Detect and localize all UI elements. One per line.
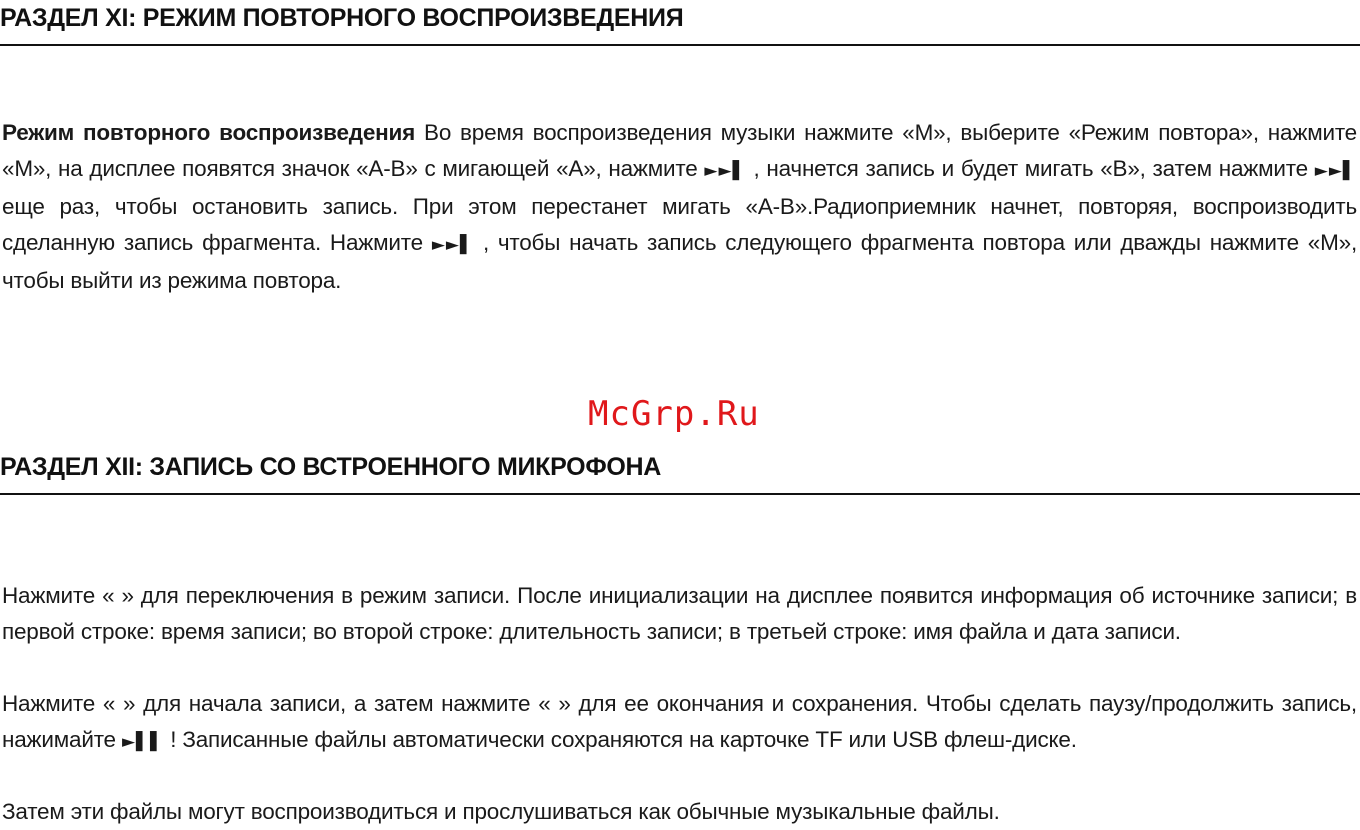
watermark-logo: McGrp.Ru — [588, 394, 760, 434]
section-12-paragraph-1: Нажмите « » для переключения в режим записи. После инициализации на дисплее появится информация об источнике записи; в первой строке: время записи; во второй строке: длительность записи; в третьей строке: имя файла и дата записи. — [2, 583, 1357, 644]
section-12-paragraph-3: Затем эти файлы могут воспроизводиться и прослушиваться как обычные музыкальные файлы. — [2, 799, 1000, 824]
play-pause-icon: ►▌▌ — [121, 732, 165, 752]
section-11-heading: РАЗДЕЛ XI: РЕЖИМ ПОВТОРНОГО ВОСПРОИЗВЕДЕНИЯ — [0, 4, 684, 32]
section-11-lead: Режим повторного воспроизведения — [2, 120, 416, 145]
next-button-icon: ►►▌ — [704, 161, 747, 181]
section-11-text-3: еще раз, чтобы остановить запись. При этом перестанет мигать «А-В».Радиоприемник начнет, повторяя, воспроизводить сделанную запись фрагмента. Нажмите — [2, 194, 1357, 255]
section-12-text-2b: ! Записанные файлы автоматически сохраняются на карточке TF или USB флеш-диске. — [164, 727, 1077, 752]
section-12-paragraph-2 — [2, 686, 1357, 760]
next-button-icon: ►►▌ — [431, 235, 475, 255]
section-11-divider — [0, 44, 1360, 46]
section-11-text-1: Во время воспроизведения музыки нажмите «М», выберите «Режим повтора», нажмите «М», на дисплее появятся значок «А-В» с мигающей «А», нажмите — [2, 120, 1357, 181]
section-11-text-4: , чтобы начать запись следующего фрагмента повтора или дважды нажмите «М», чтобы выйти из режима повтора. — [2, 230, 1357, 293]
section-11-text-2: , начнется запись и будет мигать «В», затем нажмите — [746, 156, 1315, 181]
section-12-text-2a: Нажмите « » для начала записи, а затем нажмите « » для ее окончания и сохранения. Чтобы сделать паузу/продолжить запись, нажимайте — [2, 691, 1357, 752]
next-button-icon: ►►▌ — [1314, 161, 1357, 181]
section-12-heading: РАЗДЕЛ XII: ЗАПИСЬ СО ВСТРОЕННОГО МИКРОФОНА — [0, 453, 662, 481]
section-12-divider — [0, 493, 1360, 495]
section-11-paragraph — [2, 115, 1357, 299]
